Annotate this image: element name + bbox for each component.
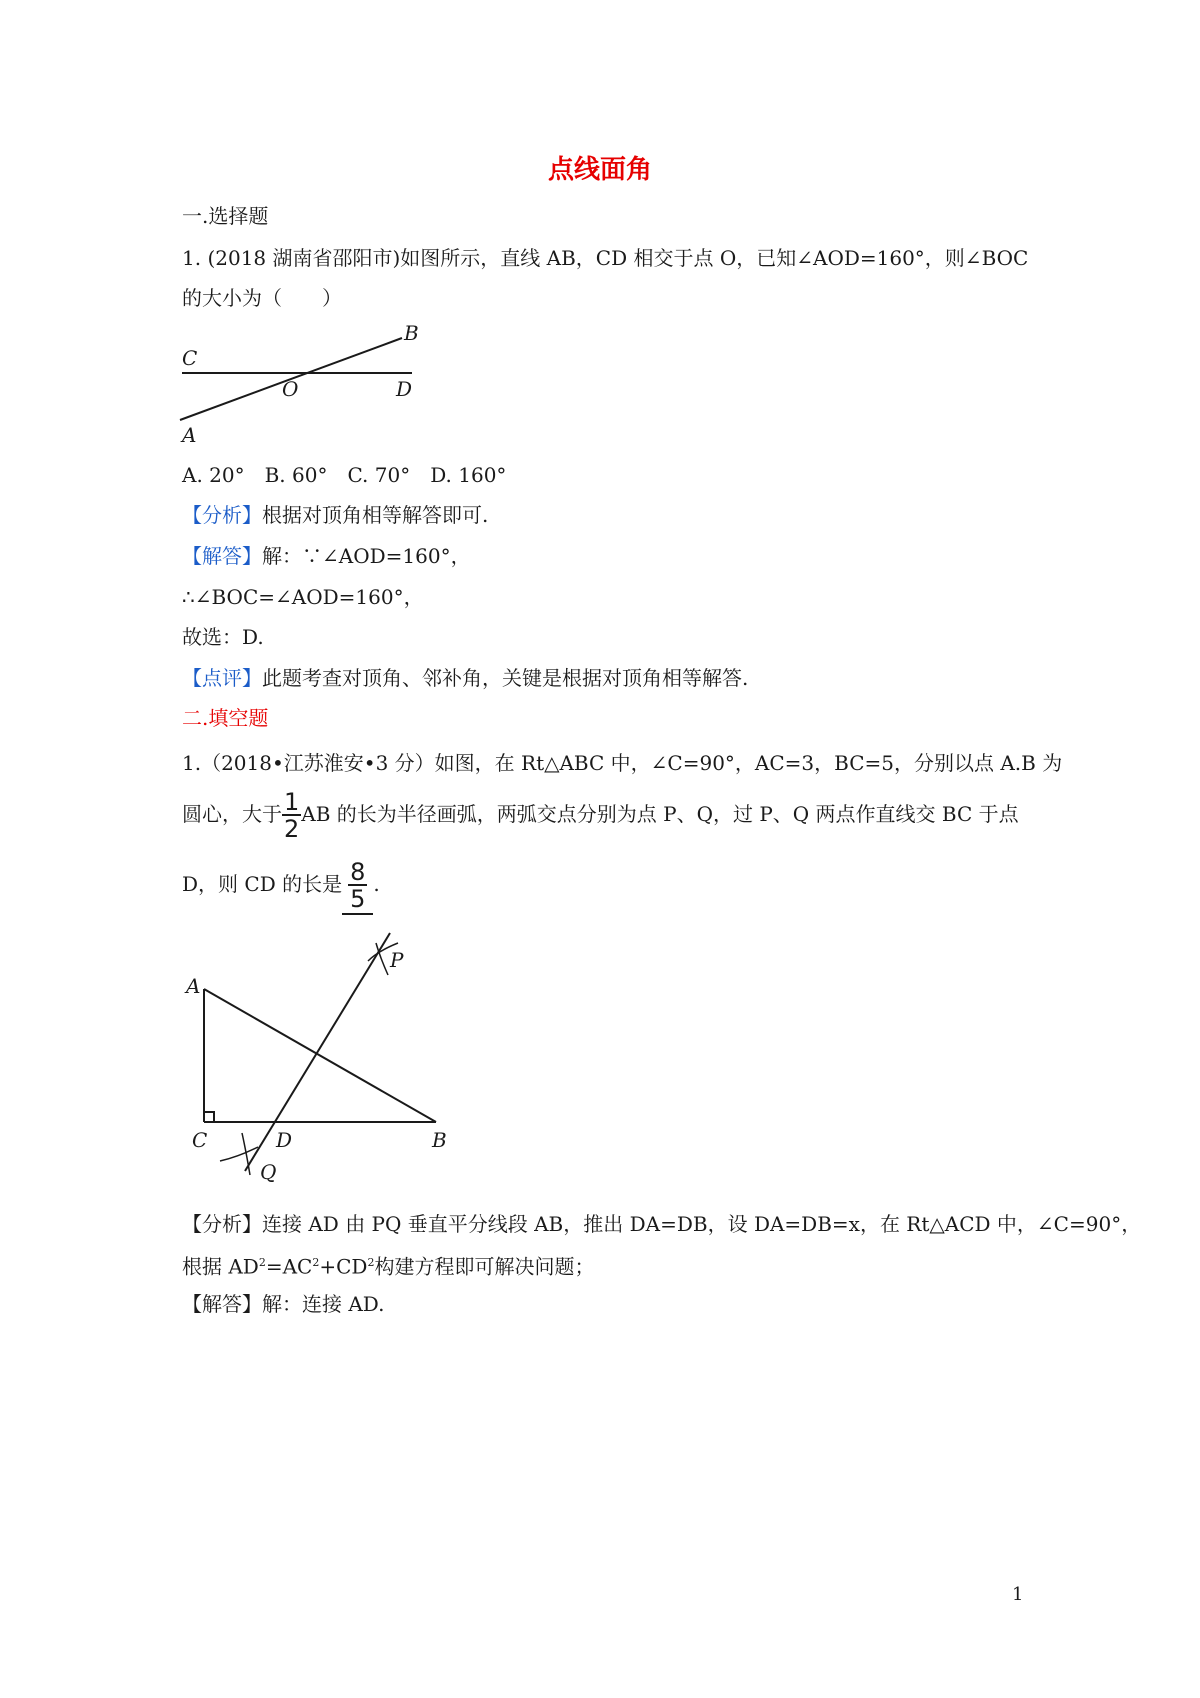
q2-line2-end: AB 的长为半径画弧，两弧交点分别为点 P、Q，过 P、Q 两点作直线交 BC 于点 (301, 802, 1019, 826)
formula-tail: 构建方程即可解决问题； (374, 1254, 595, 1279)
q2-solution-tag: 【解答】 (182, 1292, 262, 1316)
exponent-2-b: 2 (312, 1256, 320, 1269)
figure-intersecting-lines (170, 318, 430, 444)
answer-fraction (348, 860, 367, 912)
analysis-tag: 【分析】 (182, 503, 262, 527)
bisector-pq (245, 933, 390, 1171)
segment-ab (204, 989, 436, 1122)
label-p: P (390, 948, 404, 972)
figure-triangle-bisector (180, 925, 460, 1190)
question-2-text-line3 (182, 856, 380, 915)
label-d2: D (276, 1128, 293, 1152)
fraction-one-half (282, 787, 301, 843)
right-angle-mark (204, 1112, 214, 1122)
question-2-text-line1: 1.（2018•江苏淮安•3 分）如图，在 Rt△ABC 中，∠C=90°，AC=3，BC=5，分别以点 A.B 为 (182, 751, 1063, 775)
fraction-denominator: 2 (284, 814, 300, 843)
question-1-options: A. 20° B. 60° C. 70° D. 160° (182, 463, 507, 487)
question-1-text-line1: 1. (2018 湖南省邵阳市)如图所示，直线 AB，CD 相交于点 O，已知∠AOD=160°，则∠BOC (182, 246, 1029, 270)
exponent-2-c: 2 (367, 1256, 375, 1269)
label-c: C (182, 346, 198, 370)
question-2-solution (182, 1291, 384, 1317)
question-2-analysis-line2 (182, 1250, 594, 1280)
question-1-text-line2: 的大小为（ ） (182, 286, 342, 310)
q2-analysis-text1: 连接 AD 由 PQ 垂直平分线段 AB，推出 DA=DB，设 DA=DB=x，在 Rt△ACD 中，∠C=90°， (262, 1212, 1142, 1236)
exponent-2-a: 2 (258, 1256, 266, 1269)
formula-part-ad: 根据 AD (182, 1254, 259, 1279)
question-1-solution (182, 543, 471, 569)
label-q: Q (260, 1160, 277, 1184)
solution-line1: 解：∵∠AOD=160°， (262, 544, 471, 568)
question-1-comment (182, 665, 748, 691)
page-number: 1 (1012, 1584, 1024, 1605)
label-d: D (396, 377, 413, 401)
q2-analysis-tag: 【分析】 (182, 1212, 262, 1236)
solution-tag: 【解答】 (182, 544, 262, 568)
q2-line3-start: D，则 CD 的长是 (182, 872, 343, 896)
solution-line2: ∴∠BOC=∠AOD=160°， (182, 585, 424, 609)
answer-numerator: 8 (350, 858, 366, 886)
question-1-analysis (182, 502, 488, 528)
answer-denominator: 5 (350, 885, 366, 913)
label-c2: C (192, 1128, 208, 1152)
section-heading-fill: 二.填空题 (182, 706, 269, 730)
formula-part-cd: +CD (319, 1254, 368, 1279)
question-2-analysis-line1 (182, 1211, 1141, 1237)
page-title: 点线面角 (547, 155, 652, 185)
solution-line3: 故选：D. (182, 625, 264, 649)
q2-line3-end: . (373, 872, 380, 896)
label-b: B (404, 321, 419, 345)
analysis-text: 根据对顶角相等解答即可. (262, 503, 489, 527)
comment-tag: 【点评】 (182, 666, 262, 690)
comment-text: 此题考查对顶角、邻补角，关键是根据对顶角相等解答. (262, 666, 749, 690)
q2-line2-start: 圆心，大于 (182, 802, 282, 826)
label-a2: A (186, 974, 201, 998)
q2-solution-text: 解：连接 AD. (262, 1292, 385, 1316)
answer-blank (342, 857, 373, 915)
question-2-text-line2 (182, 786, 1019, 842)
formula-part-ac: =AC (265, 1254, 313, 1279)
label-o: O (282, 377, 299, 401)
section-heading-choice: 一.选择题 (182, 204, 269, 228)
fraction-numerator: 1 (284, 787, 300, 816)
label-b2: B (432, 1128, 447, 1152)
label-a: A (182, 423, 197, 444)
